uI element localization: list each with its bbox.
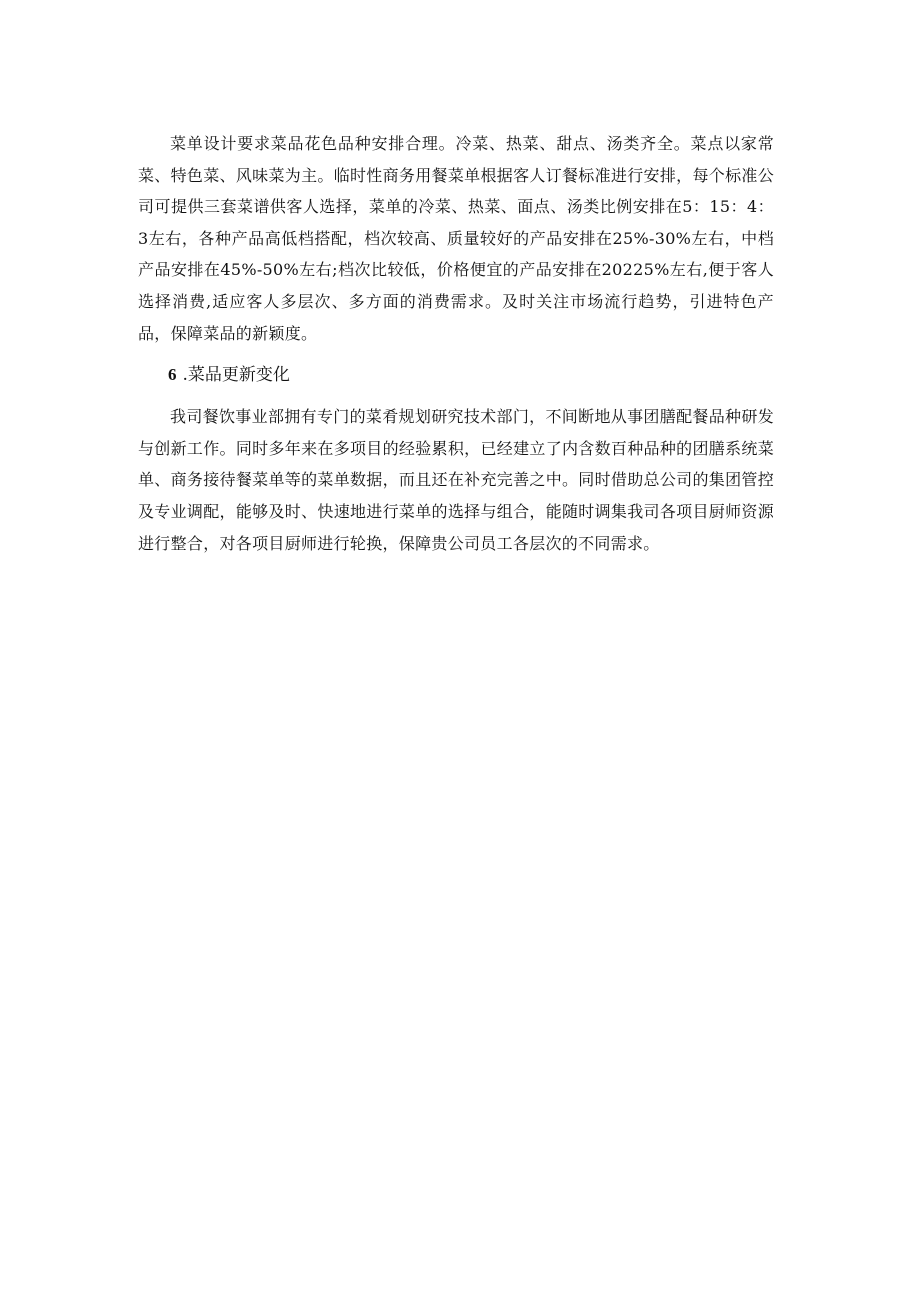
section-title: .菜品更新变化 — [182, 365, 290, 386]
paragraph-menu-update: 我司餐饮事业部拥有专门的菜肴规划研究技术部门，不间断地从事团膳配餐品种研发与创新工作。同时多年来在多项目的经验累积，已经建立了内含数百种品种的团膳系统菜单、商务接待餐菜单等的菜单数据，而且还在补充完善之中。同时借助总公司的集团管控及专业调配，能够及时、快速地进行菜单的选择与组合，能随时调集我司各项目厨师资源进行整合，对各项目厨师进行轮换，保障贵公司员工各层次的不同需求。 — [138, 407, 774, 553]
paragraph-menu-design: 菜单设计要求菜品花色品种安排合理。冷菜、热菜、甜点、汤类齐全。菜点以家常菜、特色菜、风味菜为主。临时性商务用餐菜单根据客人订餐标准进行安排，每个标准公司可提供三套菜谱供客人选择，菜单的冷菜、热菜、面点、汤类比例安排在5：15：4：3左右，各种产品高低档搭配，档次较高、质量较好的产品安排在25%-30%左右，中档产品安排在45%-50%左右;档次比较低，价格便宜的产品安排在20225%左右,便于客人选择消费,适应客人多层次、多方面的消费需求。及时关注市场流行趋势，引进特色产品，保障菜品的新颖度。 — [138, 134, 774, 343]
section-heading-6 — [138, 361, 774, 389]
section-number: 6 — [168, 365, 177, 385]
document-body — [138, 128, 774, 559]
